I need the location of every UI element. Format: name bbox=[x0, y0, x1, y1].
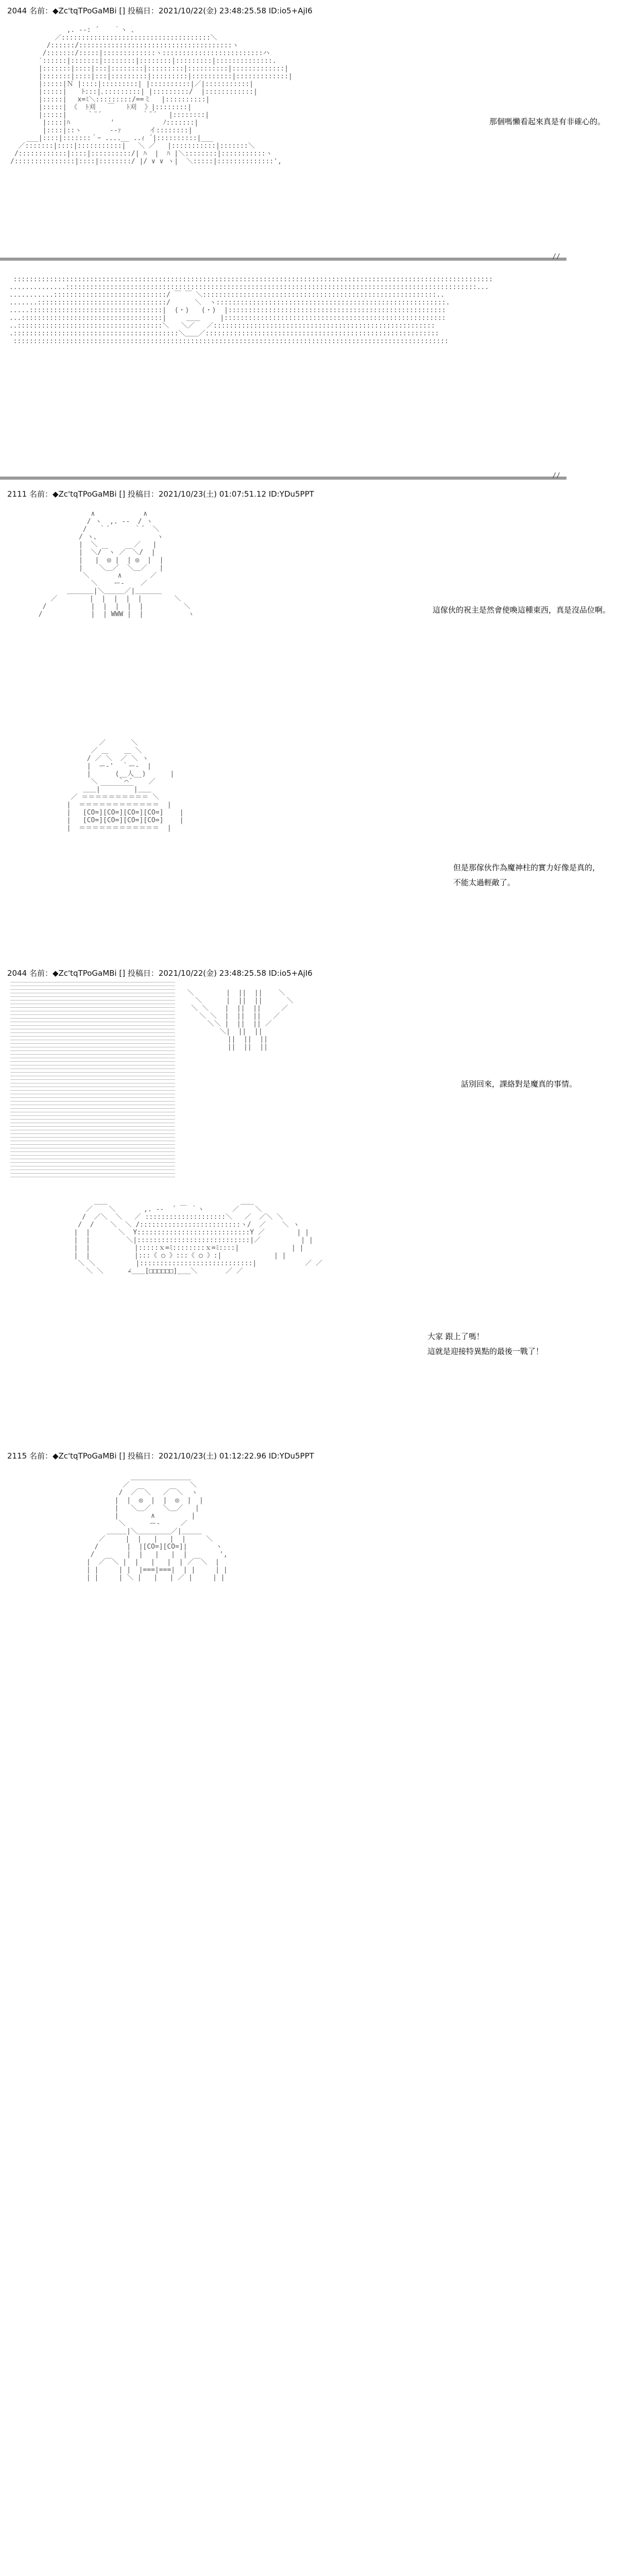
ascii-art-character-4: ＼ | || || ＼ ＼ | || || ＼ ＼ ＼ | || || ／ ＼ ＼ | || || ／ ＼＼ | || || ／ ＼| || || || || || || || || bbox=[187, 989, 294, 1051]
post-header: 2111 名前：◆Zc'tqTPoGaMBi [] 投稿日：2021/10/23(土) 01:07:51.12 ID:YDu5PPT bbox=[7, 489, 314, 499]
post-header: 2044 名前：◆Zc'tqTPoGaMBi [] 投稿日：2021/10/22(金) 23:48:25.58 ID:io5+AjI6 bbox=[7, 6, 313, 15]
caption-5: 大家 跟上了嗎！ 這就是迎接特異點的最後一戰了！ bbox=[427, 1332, 544, 1356]
caption-2: 這傢伙的祝主是然會使喚這種東西，真是沒品位啊。 bbox=[433, 605, 611, 615]
ascii-art-character-2: ∧ ∧ / ヽ ,. ‐- / ヽ / ｀´ ｀´ ＼ / ヽ、 ヽ | ＼ ／ | | ＼/￣ヽ ／￣＼/ | | | ◎ | | ◎ | | | ＼＿／ ＼＿／ | ＼ ∧ ／ ＼ ー‐ ／ ＿＿＿＿|＼＿＿＿／|＿＿＿＿ ／ | | | | | ＼ / | | | | | ＼ / | | WWW | | ヽ bbox=[38, 510, 195, 618]
caption-4: 話別回來，課絡對是魔真的事情。 bbox=[461, 1079, 577, 1089]
ascii-art-panel-2: ::::::::::::::::::::::::::::::::::::::::::::::::::::::::::::::::::::::::::::::::::::::::::::::::::::::::::::::::::::::: ..............::::::::::::::::::::::::::::::::::::::::::::::::::::::::::::::::::::::::::::::::::::::::::::::::::::::... ...........::::::::::::::::::::::::::::/ ￣ ￣ ＼::::::::::::::::::::::::::::::::::::::::::::::::::::::::::.. .......::::::::::::::::::::::::::::::::/ ＼ ヽ:::::::::::::::::::::::::::::::::::::::::::::::::::::::::. .....:::::::::::::::::::::::::::::::::| (・) (・) |:::::::::::::::::::::::::::::::::::::::::::::::::::::: ...:::::::::::::::::::::::::::::::::::| ＿＿ |::::::::::::::::::::::::::::::::::::::::::::::::::::::: ..::::::::::::::::::::::::::::::::::::＼ ＼／ ／::::::::::::::::::::::::::::::::::::::::::::::::::::::: .:::::::::::::::::::::::::::::::::::::::::＼＿＿／:::::::::::::::::::::::::::::::::::::::::::::::::::::::::: :::::::::::::::::::::::::::::::::::::::::::::::::::::::::::::::::::::::::::::::::::::::::::::::::::::::::::: bbox=[9, 276, 493, 345]
divider-1: // bbox=[0, 258, 566, 261]
post-header: 2115 名前：◆Zc'tqTPoGaMBi [] 投稿日：2021/10/23(土) 01:12:22.96 ID:YDu5PPT bbox=[7, 1451, 314, 1461]
divider-2: // bbox=[0, 477, 566, 480]
ascii-art-character-3: ／ ￣ ￣ ＼ ／ ＿ ＿ ＼ / ／ ＼ ／ ＼ ヽ | ー‐' ｀ー‐ | | (__人__) | ＼ ｀⌒´ ／ ＿＿|￣￣￣￣￣|＿＿ ／ ＝＝＝＝＝＝＝＝＝＝ ＼ | ＝＝＝＝＝＝＝＝＝＝＝＝ | | [CO=][CO=][CO=][CO=] | | [CO=][CO=][CO=][CO=] | | ＝＝＝＝＝＝＝＝＝＝＝＝ | bbox=[66, 739, 184, 832]
post-header: 2044 名前：◆Zc'tqTPoGaMBi [] 投稿日：2021/10/22(金) 23:48:25.58 ID:io5+AjI6 bbox=[7, 969, 313, 978]
caption-3: 但是那傢伙作為魔神柱的實力好像是真的， 不能太過輕敵了。 bbox=[453, 863, 600, 887]
ascii-art-character-5: ＿＿ ＿＿ ／ ＼ ,. -‐ ´ ￣ ｀ヽ ／ ＼ / ／＼ ＼ ／ ::::::::::::::::::::＼ ／ ／＼ ＼ / / ＼ ＼ /:::::::::::::::::::::::::ヽ/ ／ ＼ ヽ | | ＼ Y::::::::::::::::::::::::::::Y ／ | | | | ＼|::::::::::::::::::::::::::::|／ | | | | |:::::ｘ=ﾐ::::::::ｘ=ﾐ::::| | | | | |:::《 ○ 》:::《 ○ 》:| | | ＼ ＼ |::::::::::::::::::::::::::::| ／ ／ ＼ ＼ ∠＿＿[□□□□□□]＿＿＼ ／ ／ bbox=[74, 1198, 322, 1275]
ascii-art-character-6: ＿＿＿＿＿＿＿＿＿ ／ ＼ / ／￣＼ ／￣＼ ヽ | | ◎ | | ◎ | | | ＼＿／ ＼＿／ | | ∧ | ＼ ー‐ ／ ＿＿＿|＼＿＿＿＿＿／|＿＿＿ ／ | | | | | ＼ / | |[CO=][CO=]| ヽ / | | | | | ', | ／￣＼ | | | | | ／￣＼ | | | | | |===|===| | | | | | | | ＼ | | | ／ | | | bbox=[86, 1473, 228, 1582]
ascii-art-character-1: ,. -‐: ´ ￣ ｀ヽ 、 ／:::::::::::::::::::::::::::::::::::::＼ /::::::/::::::::::::::::::::::::::::::::::::::ヽ /:::::::/:::::|:::::::::::::ヽ:::::::::::::::::::::::::ハ ′::::::|:::::::|::::::::|::::::::|:::::::::|::::::::::::::. |:::::::|::::|:::|::::::::|:::::::::|::::::::::|:::::::::::::| |:::::::|::::|:::|:::::::::|:::::::::|::::::::::|:::::::::::::| |:::::|Ｎ |::::|:::::::::| |::::::::::|／|:::::::::::| |:::::| ﾄ:::|､:::::::::| |:::::::::/ |::::::::::::| |:::::| x=ﾐ＼:::::::::/==ミ |::::::::::| |:::::| 《 ﾄ刈 ￣ ﾄ刈 》|::::::::| |:::::| ｀¨´ ｀¨´ |::::::::| |::::|ﾊ ' ﾉ:::::::| |::::|::ヽ -‐ｧ イ::::::::| ___|::::|:::::::｀ｰ ....__ ..ｨ ´|::::::::::|___ ／:::::::|::::|:::::::::::| ＼ ／ |:::::::::::|:::::::＼ /::::::::::::|::::|::::::::::/| ﾊ | ﾊ |＼::::::::|:::::::::::ヽ /:::::::::::::::|::::|::::::::/ |/ ∨ ∨ ヽ| ＼:::::|::::::::::::::', bbox=[10, 26, 293, 165]
speed-lines-panel bbox=[10, 981, 175, 1177]
caption-1: 那個嗎懶看起來真是有非確心的。 bbox=[489, 117, 606, 126]
